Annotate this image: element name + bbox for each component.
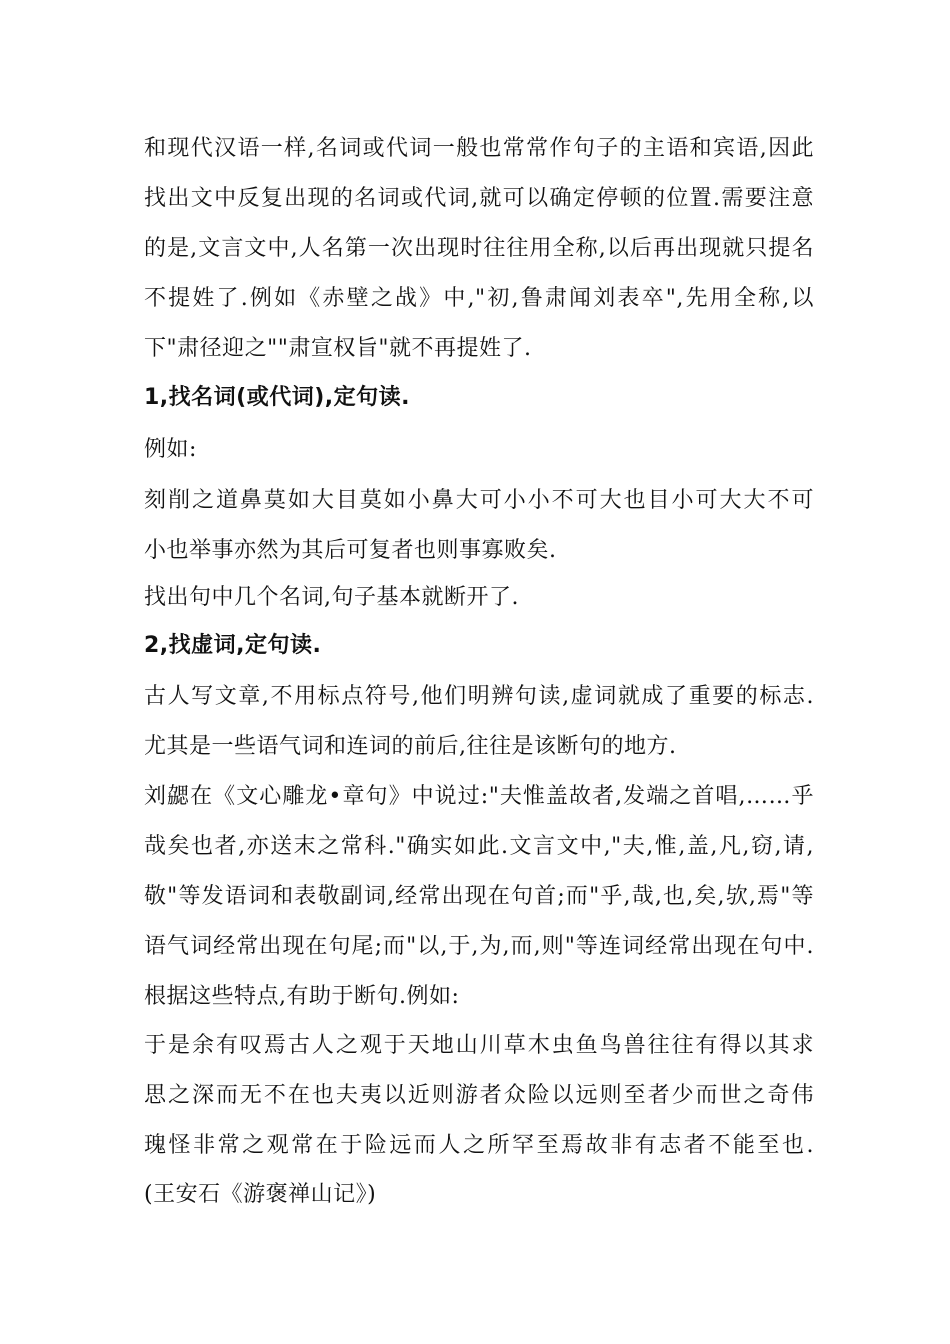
intro-line-4: 不提姓了.例如《赤壁之战》中,"初,鲁肃闻刘表卒",先用全称,以 (144, 286, 814, 311)
paragraph-3-line-5: 根据这些特点,有助于断句.例如: (144, 984, 460, 1009)
paragraph-3-line-2: 哉矣也者,亦送末之常科."确实如此.文言文中,"夫,惟,盖,凡,窃,请, (144, 834, 814, 859)
example-1-line-1: 刻削之道鼻莫如大目莫如小鼻大可小小不可大也目小可大大不可 (144, 488, 814, 513)
example-label-1: 例如: (144, 437, 197, 462)
paragraph-3-line-4: 语气词经常出现在句尾;而"以,于,为,而,则"等连词经常出现在句中. (144, 934, 814, 959)
intro-line-3: 的是,文言文中,人名第一次出现时往往用全称,以后再出现就只提名 (144, 236, 814, 261)
section-heading-1: 1,找名词(或代词),定句读. (144, 385, 410, 410)
example-1-line-2: 小也举事亦然为其后可复者也则事寡败矣. (144, 538, 557, 563)
intro-line-5: 下"肃径迎之""肃宣权旨"就不再提姓了. (144, 336, 532, 361)
paragraph-3-line-3: 敬"等发语词和表敬副词,经常出现在句首;而"乎,哉,也,矣,欤,焉"等 (144, 884, 814, 909)
note-1: 找出句中几个名词,句子基本就断开了. (144, 585, 519, 610)
example-2-line-3: 瑰怪非常之观常在于险远而人之所罕至焉故非有志者不能至也. (144, 1133, 814, 1158)
citation: (王安石《游褒禅山记》) (144, 1182, 377, 1207)
paragraph-3-line-1: 刘勰在《文心雕龙•章句》中说过:"夫惟盖故者,发端之首唱,……乎 (144, 784, 814, 809)
section-heading-2: 2,找虚词,定句读. (144, 633, 322, 658)
intro-line-2: 找出文中反复出现的名词或代词,就可以确定停顿的位置.需要注意 (144, 186, 814, 211)
example-2-line-2: 思之深而无不在也夫夷以近则游者众险以远则至者少而世之奇伟 (144, 1083, 814, 1108)
intro-line-1: 和现代汉语一样,名词或代词一般也常常作句子的主语和宾语,因此 (144, 136, 814, 161)
example-2-line-1: 于是余有叹焉古人之观于天地山川草木虫鱼鸟兽往往有得以其求 (144, 1033, 814, 1058)
paragraph-2-line-2: 尤其是一些语气词和连词的前后,往往是该断句的地方. (144, 734, 677, 759)
paragraph-2-line-1: 古人写文章,不用标点符号,他们明辨句读,虚词就成了重要的标志. (144, 684, 814, 709)
